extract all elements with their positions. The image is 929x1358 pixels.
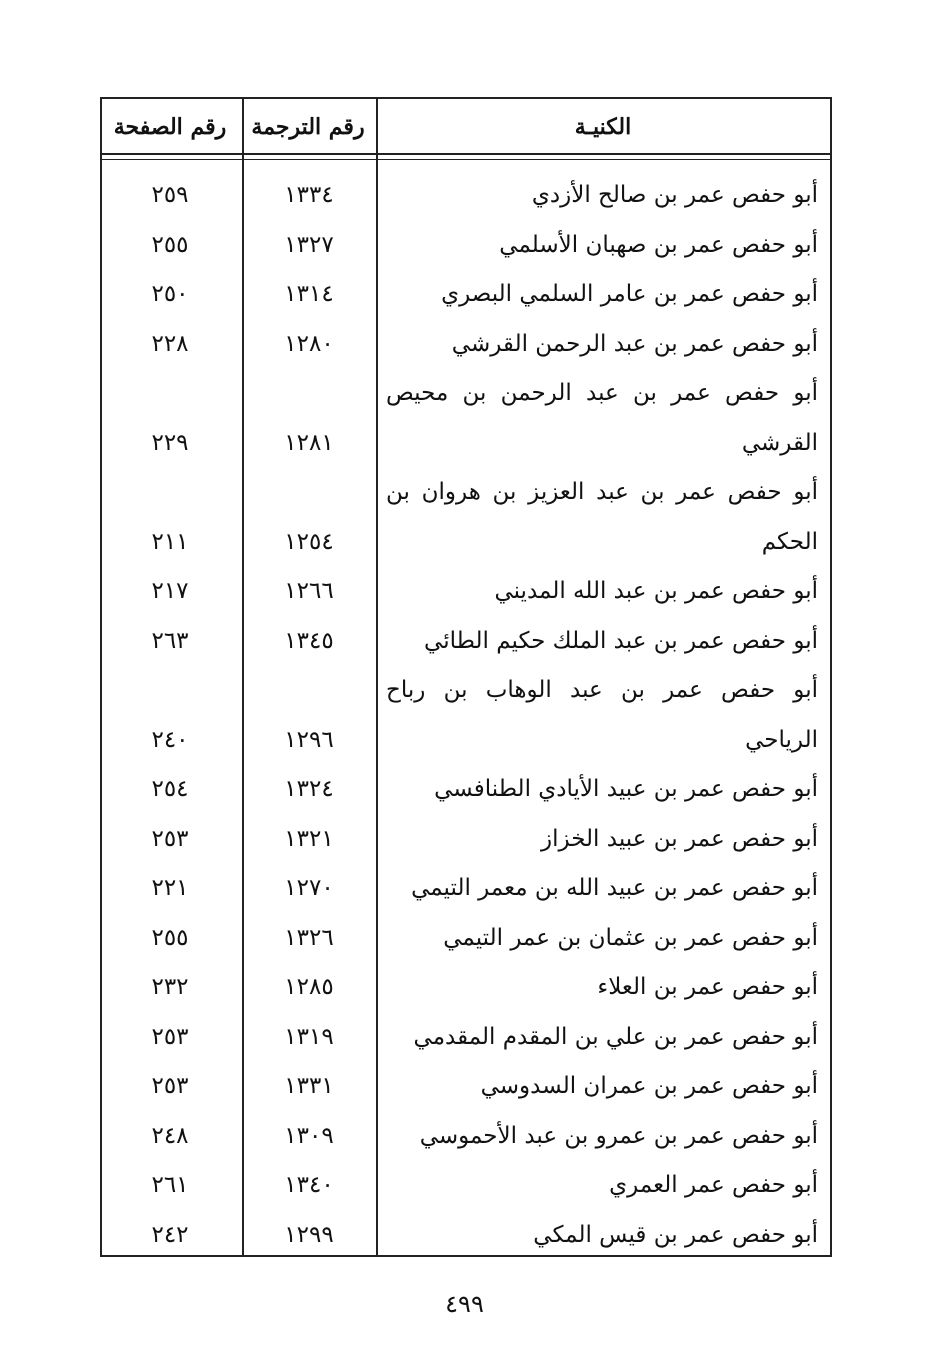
- row-page-number: ٢٢٨: [151, 330, 189, 357]
- row-translation-number: ١٣٢١: [284, 825, 334, 852]
- row-name: أبو حفص عمر بن عبيد الله بن معمر التيمي: [411, 875, 818, 901]
- row-translation-number: ١٢٩٩: [284, 1221, 334, 1248]
- table-row: [102, 1211, 830, 1261]
- row-name: أبو حفص عمر بن صالح الأزدي: [531, 182, 818, 208]
- row-page-number: ٢٢٩: [151, 429, 189, 456]
- table-row: [102, 765, 830, 815]
- table-row: [102, 617, 830, 667]
- row-translation-number: ١٣٢٧: [284, 231, 334, 258]
- row-translation-number: ١٢٨٥: [284, 974, 334, 1000]
- row-page-number: ٢٦٣: [151, 627, 189, 654]
- row-name: أبو حفص عمر بن قيس المكي: [533, 1221, 818, 1248]
- row-page-number: ٢٥٠: [151, 281, 189, 307]
- row-name: أبو حفص عمر بن عبد الرحمن بن محيص القرشي: [386, 380, 818, 456]
- row-translation-number: ١٣٣١: [284, 1073, 334, 1099]
- page-number: ٤٩٩: [445, 1290, 484, 1318]
- table-row: [102, 270, 830, 320]
- row-name: أبو حفص عمر بن عبد الملك حكيم الطائي: [424, 627, 818, 654]
- row-page-number: ٢١١: [151, 528, 189, 555]
- table-row: [102, 320, 830, 370]
- row-name: أبو حفص عمر بن عمرو بن عبد الأحموسي: [419, 1122, 818, 1149]
- row-page-number: ٢٥٥: [151, 924, 189, 951]
- row-page-number: ٢٢١: [151, 875, 189, 901]
- row-page-number: ٢٥٣: [151, 1023, 189, 1050]
- table-row: [102, 369, 830, 468]
- row-translation-number: ١٣٤٠: [284, 1172, 334, 1198]
- row-page-number: ٢٤٠: [151, 726, 189, 753]
- header-page-number: رقم الصفحة: [113, 114, 227, 140]
- row-name: أبو حفص عمر بن عبد الرحمن القرشي: [451, 330, 818, 357]
- table-row: [102, 1013, 830, 1063]
- row-name: أبو حفص عمر العمري: [609, 1172, 818, 1198]
- row-translation-number: ١٣٣٤: [284, 182, 334, 208]
- index-table: [100, 97, 832, 1257]
- row-translation-number: ١٢٥٤: [284, 528, 334, 555]
- row-translation-number: ١٣١٩: [284, 1023, 334, 1050]
- row-page-number: ٢٣٢: [151, 974, 189, 1000]
- table-row: [102, 468, 830, 567]
- table-row: [102, 666, 830, 765]
- table-row: [102, 567, 830, 617]
- row-translation-number: ١٢٩٦: [284, 726, 334, 753]
- row-page-number: ٢٥٣: [151, 825, 189, 852]
- table-row: [102, 914, 830, 964]
- row-translation-number: ١٣١٤: [284, 281, 334, 307]
- row-name: أبو حفص عمر بن عامر السلمي البصري: [441, 281, 818, 307]
- row-page-number: ٢٤٢: [151, 1221, 189, 1248]
- row-name: أبو حفص عمر بن العلاء: [597, 974, 818, 1000]
- row-page-number: ٢٤٨: [151, 1122, 189, 1149]
- row-translation-number: ١٣٢٦: [284, 924, 334, 951]
- row-page-number: ٢٦١: [151, 1172, 189, 1198]
- table-header: [102, 99, 830, 155]
- row-page-number: ٢٥٤: [151, 776, 189, 802]
- row-name: أبو حفص عمر بن عبد الله المديني: [494, 578, 818, 604]
- table-row: [102, 963, 830, 1013]
- row-page-number: ٢٥٣: [151, 1073, 189, 1099]
- row-translation-number: ١٣٠٩: [284, 1122, 334, 1149]
- table-row: [102, 221, 830, 271]
- table-row: [102, 815, 830, 865]
- row-page-number: ٢٥٥: [151, 231, 189, 258]
- row-name: أبو حفص عمر بن عبيد الأيادي الطنافسي: [434, 776, 818, 802]
- table-row: [102, 864, 830, 914]
- row-name: أبو حفص عمر بن عمران السدوسي: [480, 1073, 818, 1099]
- row-translation-number: ١٢٨٠: [284, 330, 334, 357]
- header-name: الكنيـة: [574, 114, 632, 140]
- row-translation-number: ١٢٨١: [284, 429, 334, 456]
- header-rule: [102, 153, 830, 155]
- header-translation-number: رقم الترجمة: [251, 114, 365, 140]
- table-row: [102, 171, 830, 221]
- table-row: [102, 1161, 830, 1211]
- row-name: أبو حفص عمر بن عبد العزيز بن هروان بن الحكم: [386, 479, 818, 555]
- row-page-number: ٢٥٩: [151, 182, 189, 208]
- row-name: أبو حفص عمر بن صهبان الأسلمي: [499, 231, 818, 258]
- row-name: أبو حفص عمر بن عثمان بن عمر التيمي: [443, 924, 818, 951]
- table-row: [102, 1062, 830, 1112]
- row-name: أبو حفص عمر بن علي بن المقدم المقدمي: [413, 1023, 818, 1050]
- row-name: أبو حفص عمر بن عبيد الخزاز: [541, 825, 818, 852]
- header-rule-thin: [102, 159, 830, 160]
- row-translation-number: ١٣٢٤: [284, 776, 334, 802]
- table-row: [102, 1112, 830, 1162]
- row-translation-number: ١٣٤٥: [284, 627, 334, 654]
- row-name: أبو حفص عمر بن عبد الوهاب بن رباح الرياحي: [386, 677, 818, 753]
- row-translation-number: ١٢٦٦: [284, 578, 334, 604]
- row-page-number: ٢١٧: [151, 578, 189, 604]
- row-translation-number: ١٢٧٠: [284, 875, 334, 901]
- table-body: [102, 171, 830, 1260]
